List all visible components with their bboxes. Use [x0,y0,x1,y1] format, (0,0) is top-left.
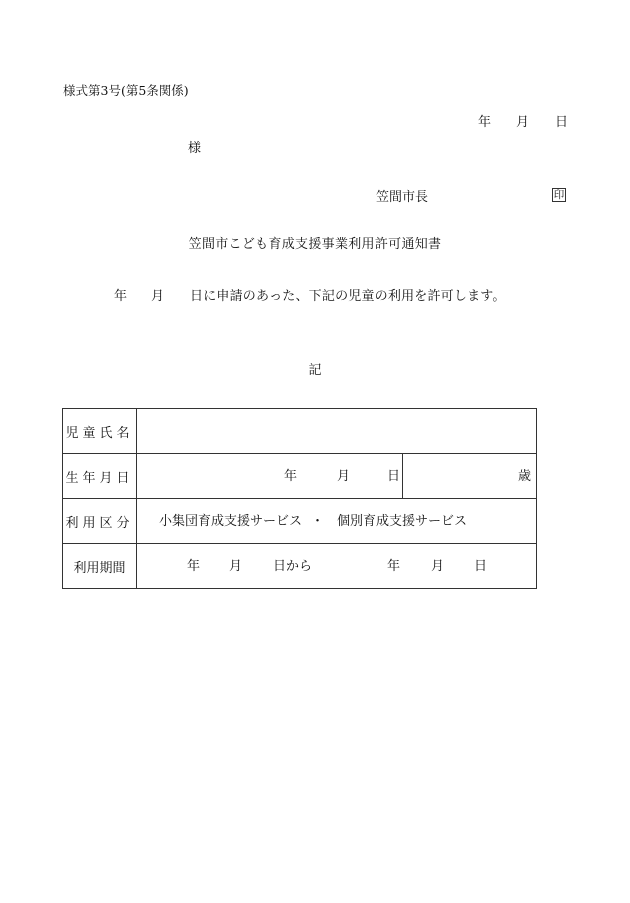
usage-option-small-group: 小集団育成支援サービス [159,514,303,529]
issuer-title: 笠間市長 [376,190,429,205]
birth-year-label: 年 [284,469,298,484]
period-from-year-label: 年 [187,559,201,574]
addressee-suffix: 様 [188,141,202,156]
birth-date-row [63,454,536,499]
period-to-year-label: 年 [387,559,401,574]
period-to-month-label: 月 [431,559,445,574]
birth-month-label: 月 [337,469,351,484]
age-cell-divider [402,454,403,498]
application-month-label: 月 [151,289,165,304]
issue-date-day-label: 日 [555,115,569,130]
child-name-label: 児童氏名 [63,409,137,453]
ki-label: 記 [308,363,322,378]
application-year-label: 年 [114,289,128,304]
age-label: 歳 [518,469,532,484]
usage-option-separator: ・ [311,514,325,529]
period-from-day-label: 日から [273,559,313,574]
usage-period-row [63,544,536,589]
form-number: 様式第3号(第5条関係) [63,83,189,98]
period-to-day-label: 日 [474,559,488,574]
child-name-row [63,409,536,454]
issue-date-year-label: 年 [478,115,492,130]
birth-day-label: 日 [387,469,401,484]
usage-category-row [63,499,536,544]
usage-option-individual: 個別育成支援サービス [337,514,468,529]
issue-date-month-label: 月 [516,115,530,130]
birth-date-label: 生年月日 [63,454,137,498]
info-table [62,408,537,589]
approval-statement: 日に申請のあった、下記の児童の利用を許可します。 [190,289,506,304]
usage-category-label: 利用区分 [63,499,137,543]
period-from-month-label: 月 [229,559,243,574]
seal-mark [552,188,566,202]
usage-period-label: 利用期間 [63,544,137,589]
document-title: 笠間市こども育成支援事業利用許可通知書 [188,237,442,252]
seal-glyph: 印 [553,189,565,201]
